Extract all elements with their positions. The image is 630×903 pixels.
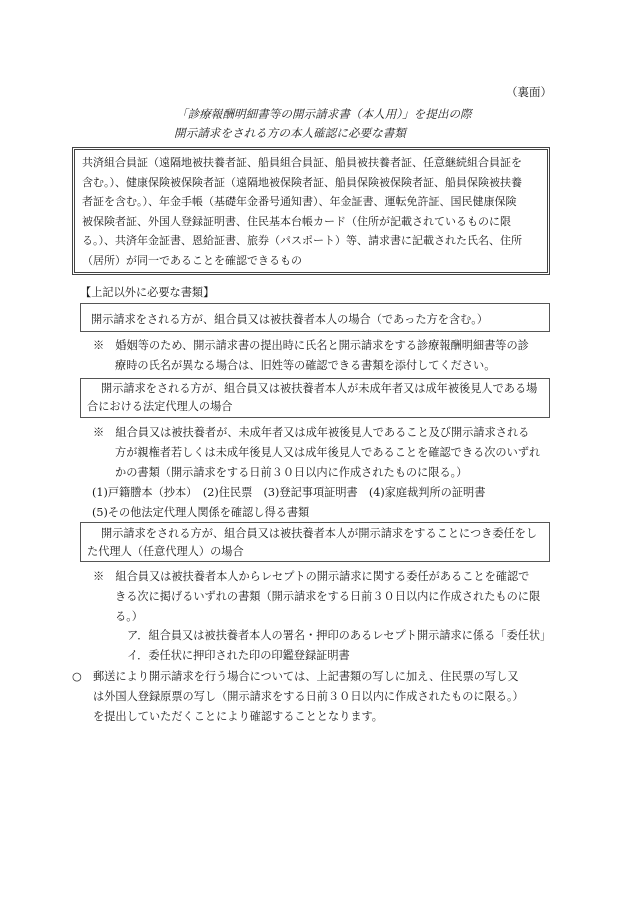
doc-list-line: (1)戸籍謄本（抄本） (2)住民票 (3)登記事項証明書 (4)家庭裁判所の証明書 — [92, 486, 486, 499]
mail-note-line: を提出していただくことにより確認することとなります。 — [93, 710, 383, 723]
case1-box-text: 開示請求をされる方が、組合員又は被扶養者本人の場合（であった方を含む。） — [91, 313, 489, 326]
case3-note-line: ※ 組合員又は被扶養者本人からレセプトの開示請求に関する委任があることを確認で — [93, 570, 530, 583]
case1-note-line: ※ 婚姻等のため、開示請求書の提出時に氏名と開示請求をする診療報酬明細書等の診 — [93, 339, 529, 352]
case3-box-line: た代理人（任意代理人）の場合 — [87, 545, 244, 558]
case3-items — [127, 626, 551, 666]
id-box-line: る。）、共済年金証書、恩給証書、旅券（パスポート）等、請求書に記載された氏名、住所 — [82, 234, 522, 248]
case2-box-line: 開示請求をされる方が、組合員又は被扶養者本人が未成年者又は成年被後見人である場 — [101, 382, 538, 395]
id-box-line: （居所）が同一であることを確認できるもの — [82, 253, 302, 267]
case2-box — [80, 378, 550, 418]
case3-item-a: ア．組合員又は被扶養者本人の署名・押印のあるレセプト開示請求に係る「委任状」 — [127, 629, 552, 642]
case1-box — [80, 303, 550, 332]
case2-box-line: 合における法定代理人の場合 — [87, 400, 233, 413]
page-side-label: （裏面） — [506, 85, 552, 99]
case1-note-line: 療時の氏名が異なる場合は、旧姓等の確認できる書類を添付してください。 — [115, 359, 496, 372]
title-line-1: 「診療報酬明細書等の開示請求書（本人用）」を提出の際 — [176, 107, 472, 121]
case3-box-line: 開示請求をされる方が、組合員又は被扶養者本人が開示請求をすることにつき委任をし — [101, 527, 538, 540]
case2-note-line: 方が親権者若しくは未成年後見人又は成年後見人であることを確認できる次のいずれ — [115, 446, 541, 459]
case2-note-line: ※ 組合員又は被扶養者が、未成年者又は成年被後見人であること及び開示請求される — [93, 426, 530, 439]
page-title — [172, 105, 472, 143]
mail-note-line: ○ 郵送により開示請求を行う場合については、上記書類の写しに加え、住民票の写し又 — [72, 670, 519, 683]
id-box-line: 共済組合員証（遠隔地被扶養者証、船員組合員証、船員被扶養者証、任意継続組合員証を — [82, 156, 522, 169]
id-box-line: 者証を含む。）、年金手帳（基礎年金番号通知書）、年金証書、運転免許証、国民健康保険 — [82, 195, 517, 209]
doc-list-line: (5)その他法定代理人関係を確認し得る書類 — [92, 506, 310, 519]
case2-doc-list — [92, 483, 485, 523]
id-documents-box — [72, 147, 550, 275]
case2-note — [93, 423, 540, 483]
case3-note-line: きる次に掲げるいずれの書類（開示請求をする日前３０日以内に作成されたものに限 — [115, 590, 541, 603]
case3-note-line: る。） — [115, 610, 143, 623]
case1-note — [93, 336, 529, 376]
case3-note — [93, 567, 540, 627]
mail-note — [72, 667, 524, 727]
case3-box — [80, 522, 550, 562]
mail-note-line: は外国人登録原票の写し（開示請求をする日前３０日以内に作成されたものに限る。） — [93, 690, 524, 703]
id-box-line: 含む。）、健康保険被保険者証（遠隔地被保険者証、船員保険被保険者証、船員保険被扶養 — [82, 175, 522, 189]
case2-note-line: かの書類（開示請求をする日前３０日以内に作成されたものに限る。） — [115, 466, 468, 479]
id-box-line: 被保険者証、外国人登録証明書、住民基本台帳カード（住所が記載されているものに限 — [82, 214, 511, 228]
title-line-2: 開示請求をされる方の本人確認に必要な書類 — [174, 126, 406, 140]
case3-item-b: イ．委任状に押印された印の印鑑登録証明書 — [127, 649, 350, 662]
section-heading: 【上記以外に必要な書類】 — [80, 286, 215, 299]
